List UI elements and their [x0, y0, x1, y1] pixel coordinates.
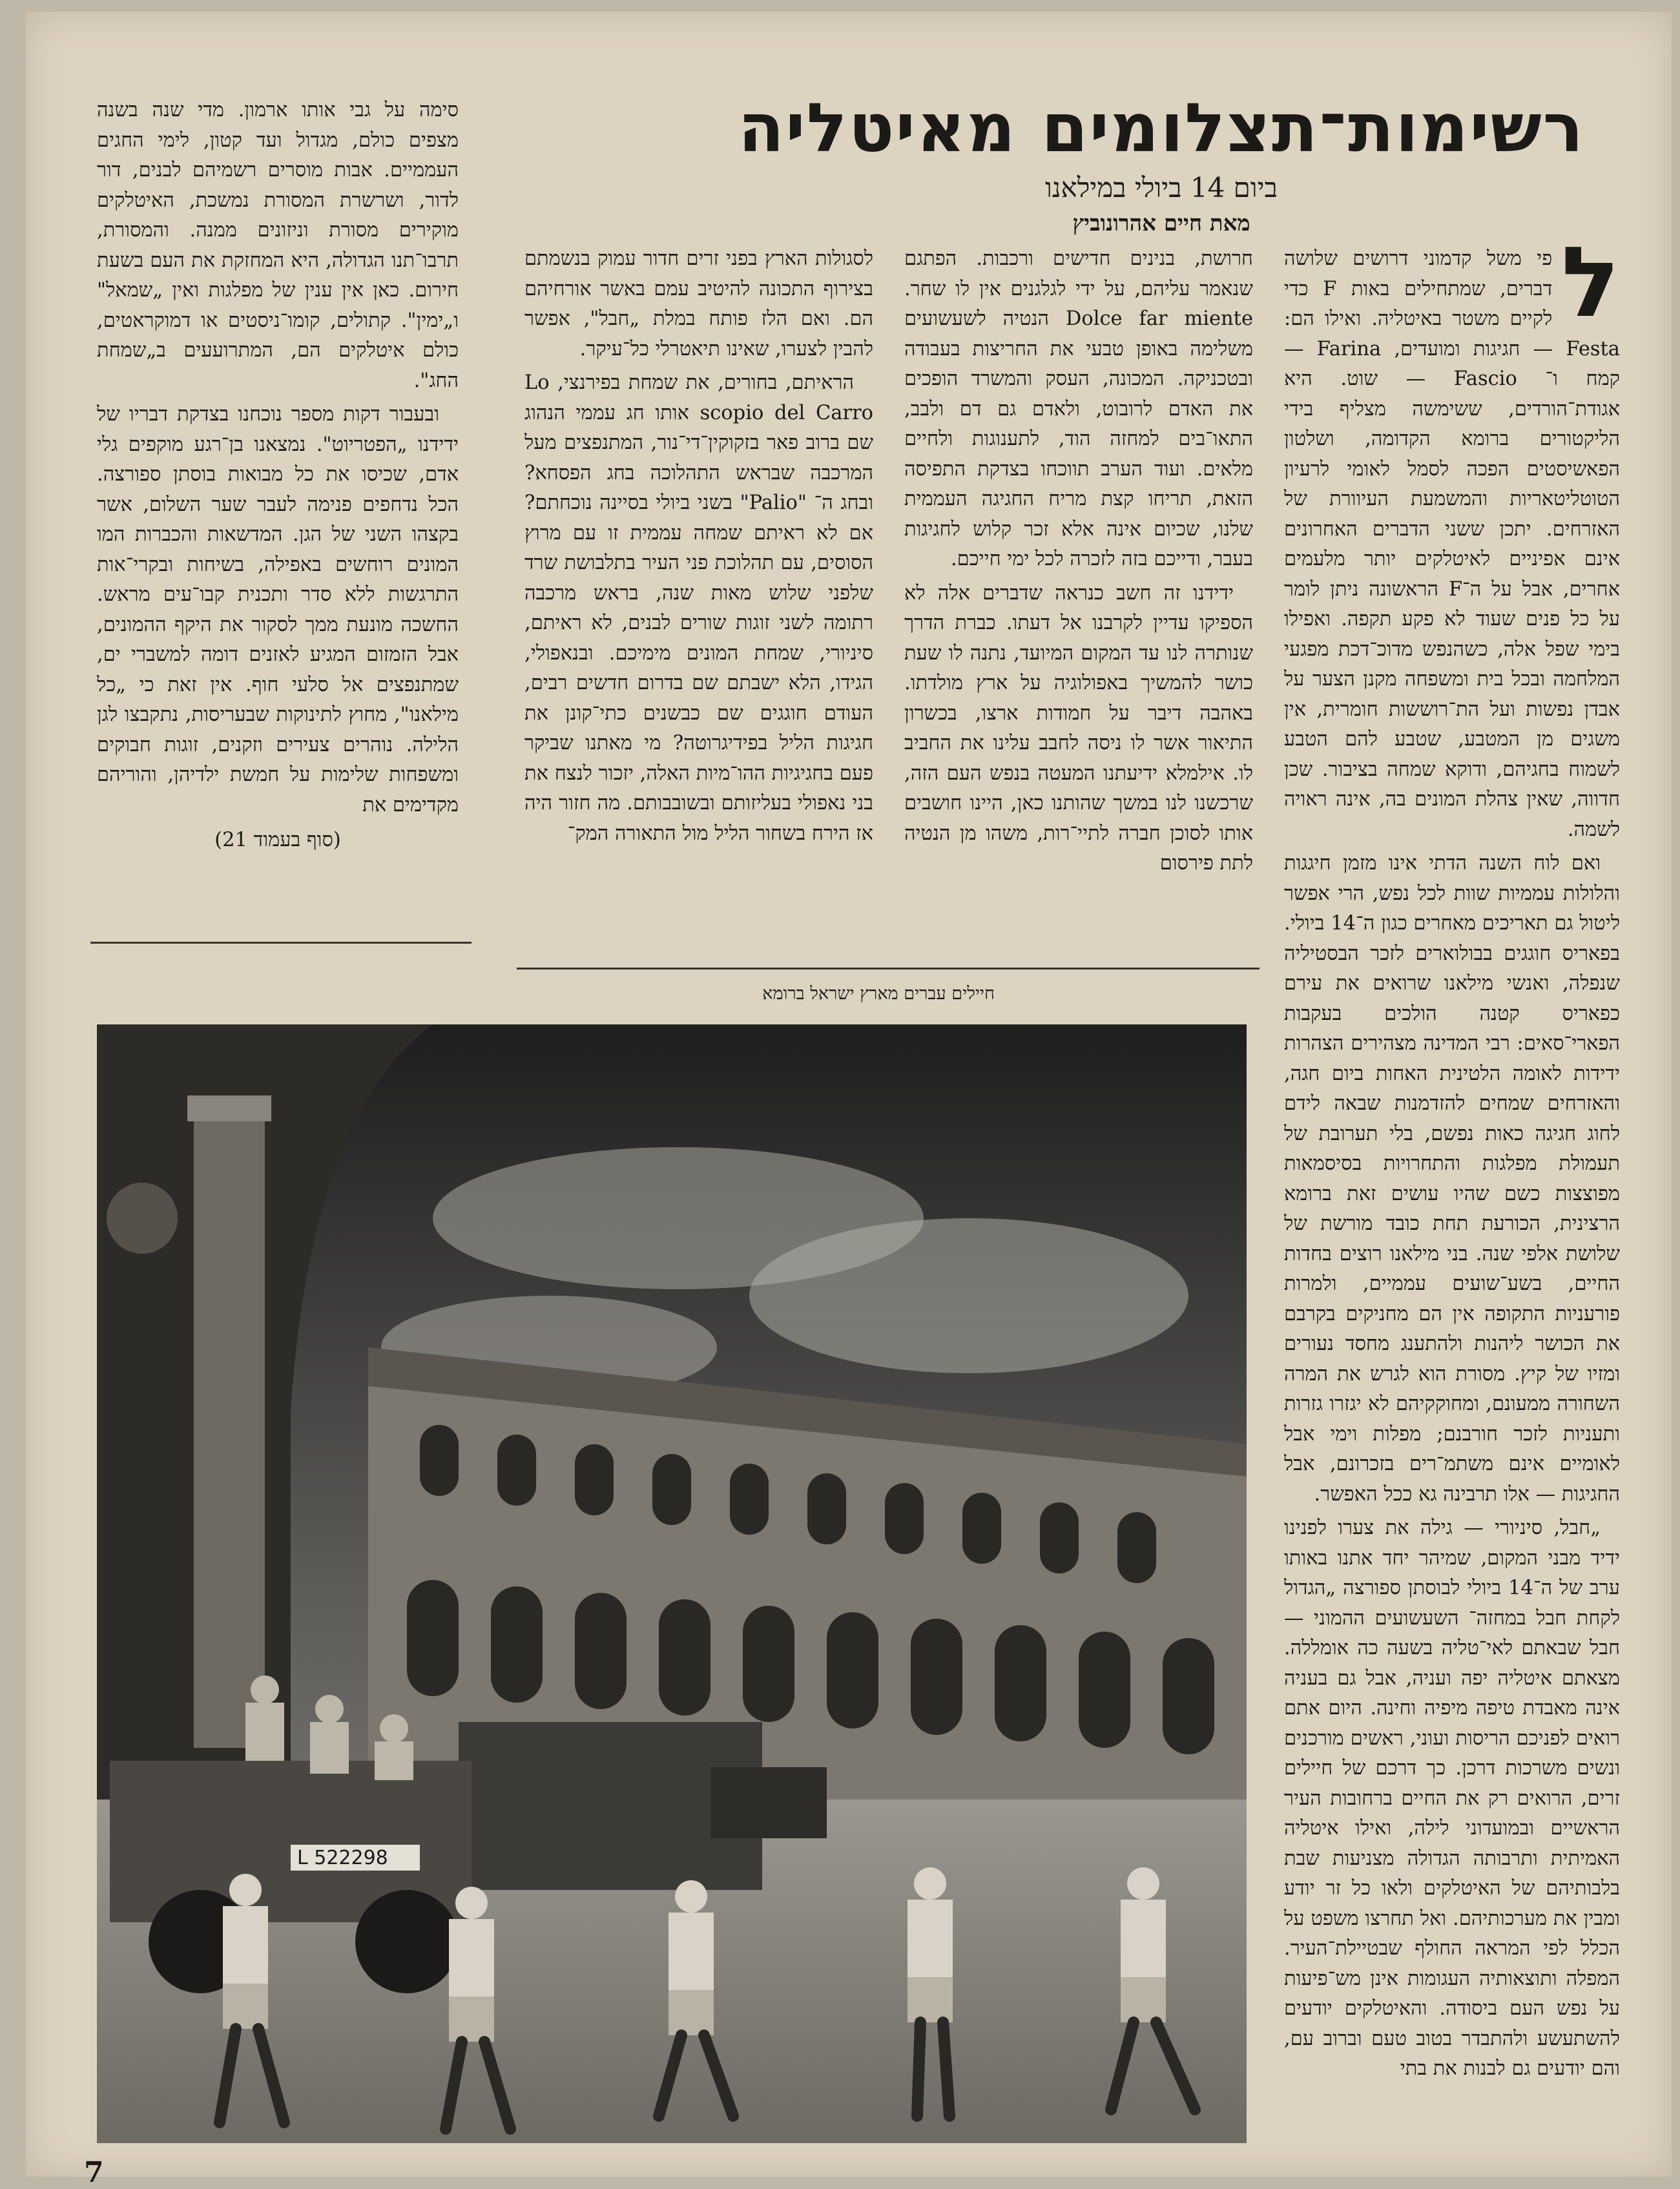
photo-soldiers-colosseum [97, 1024, 1247, 2143]
article-author: מאת חיים אהרונוביץ [1072, 211, 1250, 236]
paragraph: סימה על גבי אותו ארמון. מדי שנה בשנה מצפים כולם, מגדול ועד קטון, לימי החגים העממיים. אבות מוסרים רשמיהם לבנים, דור לדור, ושרשרת המסורת נמשכת, האיטלקים מוקירים מסורת וניזונים ממנה. והמסורת, תרבו־תנו הגדולה, היא המחזקת את העם בשעת חירום. כאן אין ענין של מפלגות ואין „שמאל" ו„ימין". קתולים, קומו־ניסטים או דמוקראטים, כולם איטלקים הם, המתרועעים ב„שמחת החג". [97, 99, 459, 392]
column-center-right [904, 244, 1253, 961]
article-title: רשימות־תצלומים מאיטליה [738, 88, 1585, 167]
colosseum-photo-illustration [97, 1024, 1247, 2143]
paragraph: ל פי משל קדמוני דרושים שלושה דברים, שמתחילים באות F כדי לקיים משטר באיטליה. ואילו הם: Festa — חגיגות ומועדים, Farina — קמח ו־ Fascio — שוט. היא אגודת־הורדים, ששימשה מצליף בידי הליקטורים ברומא הקדומה, ושלטון הפאשיסטים הפכה לסמל לאומי לרעיון הטוטליטאריות והמשמעת העיוורת של האזרחים. יתכן ששני הדברים האחרונים אינם אפיניים לאיטלקים יותר מלעמים אחרים, אבל על ה־F הראשונה ניתן לומר על כל פנים שעוד לא פקע תקפה. ואפילו בימי שפל אלה, כשהנפש מדוכ־דכת מפגעי המלחמה ובכל בית ומשפחה מקנן הצער על אבדן נפשות ועל הת־רוששות חומרית, אין משגים מן המטבע, שטבע להם הטבע לשמוח בחגיהם, ודוקא שמחה בציבור. שכן חדווה, שאין צהלת המונים בה, אינה ראויה לשמה. [1284, 244, 1620, 841]
paragraph: ובעבור דקות מספר נוכחנו בצדקת דבריו של ידידנו „הפטריוט". נמצאנו בן־רגע מוקפים גלי אדם, שכיסו את כל מבואות בוסתן ספורצה. הכל נדחפים פנימה לעבר שער השלום, אשר בקצהו השני של הגן. המדשאות והכברות המו המונים רוחשים באפילה, בשיחות ובקרי־אות התרגשות ללא סדר ותכנית קבו־עים מראש. החשכה מונעת ממך לסקור את היקף ההמונים, אבל הזמזום המגיע לאזנים דומה למשברי ים, שמתנפצים אל סלעי חוף. אין זאת כי „כל מילאנו", מחוץ לתינוקות שבעריסות, נתקבצו לגן הלילה. נוהרים צעירים וזקנים, זוגות חבוקים ומשפחות שלימות על חמשת ילדיהן, והוריהם מקדימים את [97, 403, 459, 816]
paragraph: לסגולות הארץ בפני זרים חדור עמוק בנשמתם בצירוף התכונה להיטיב עמם באשר אורחיהם הם. ואם הלז פותח במלת „חבל", אפשר להבין לצערו, שאינו תיאטרלי כל־עיקר. [524, 247, 873, 360]
paragraph: ידידנו זה חשב כנראה שדברים אלה לא הספיקו עדיין לקרבנו אל דעתו. כברת הדרך שנותרה לנו עד המקום המיועד, נתנה לו שעת כושר להמשיך באפולוגיה על ארץ מולדתו. באהבה דיבר על חמודות ארצו, בכשרון התיאור אשר לו ניסה לחבב עלינו את החביב לו. אילמלא ידיעתנו המעטה בנפש העם הזה, שרכשנו לנו במשך שהותנו כאן, היינו חושבים אותו לסוכן חברה לתיי־רות, משהו מן הנטיה לתת פירסום [904, 581, 1253, 875]
magazine-page [26, 12, 1672, 2189]
photo-top-rule [517, 968, 1260, 970]
column-bottom-rule [90, 942, 472, 944]
article-subtitle: ביום 14 ביולי במילאנו [1045, 172, 1278, 203]
paragraph: ואם לוח השנה הדתי אינו מזמן חיגגות והלולות עממיות שוות לכל נפש, הרי אפשר ליטול גם תאריכים מאחרים כגון ה־14 ביולי. בפאריס חוגגים בבולוארים לזכר הבסטיליה שנפלה, ואנשי מילאנו שרואים את עירם כפאריס קטנה הולכים בעקבות הפארי־סאים: רבי המדינה מצהירים הצהרות ידידות לאומה הלטינית האחות ביום חגה, והאזרחים שמחים להזדמנות שבאה לידם לחוג חגיגה כאות נפשם, בלי תערובת של תעמולת מפלגות והתחרויות בסיסמאות מפוצצות כשם שהיו עושים זאת ברומא הרצינית, הכורעת תחת כובד מורשת של שלושת אלפי שנה. בני מילאנו רוצים בחדות החיים, בשע־שועים עממיים, ולמרות פורעניות התקופה אין הם מחניקים בקרבם את הכושר ליהנות ולהתענג מחסד נעורים ומזיו של קיץ. מסורת הוא לגרש את המרה השחורה ממעונם, ומחוקקיהם לא יגזרו גזרות ותעניות לזכר חורבנם; מפלות וימי אבל לאומיים אינם משתמ־רים בזכרונם, אבל החגיגות — אלו תרבינה גא ככל האפשר. [1284, 852, 1620, 1506]
paragraph: הראיתם, בחורים, את שמחת בפירנצי, Lo scopio del Carro אותו חג עממי הנהוג שם ברוב פאר בזקוקין־די־נור, המתנפצים מעל המרכבה שבראש התהלוכה בחג הפסחא? ובחג ה־ "Palio" בשני ביולי בסיינה נוכחתם? אם לא ראיתם שמחה עממית זו עם מרוץ הסוסים, עם תהלוכת פני העיר בתלבושת שרד שלפני שלוש מאות שנה, בראש מרכבה רתומה לשני זוגות שורים לבנים, לא ראיתם, סיניורי, שמחת המונים מימיכם. ובנאפולי, הגידו, הלא ישבתם שם בדרום חדשים רבים, העודם חוגגים שם כבשנים כתי־קונן את חגיגות הליל בפידיגרוטה? מי מאתנו שביקר פעם בחגיגיות ההו־מיות האלה, יזכור לנצח את בני נאפולי בעליזותם ובשובבותם. מה חזור היה אז הירח בשחור הליל מול התאורה המק־ [524, 371, 873, 845]
photo-caption: חיילים עברים מארץ ישראל ברומא [762, 984, 995, 1004]
paragraph: „חבל, סיניורי — גילה את צערו לפנינו ידיד מבני המקום, שמיהר יחד אתנו באותו ערב של ה־14 ביולי לבוסתן ספורצה „הגדול לקחת חבל במחזה־ השעשועים ההמוני — חבל שבאתם לאי־טליה בשעה כה אומללה. מצאתם איטליה יפה ועניה, אבל גם בעניה אינה מאבדת טיפה מיפיה וחינה. היום אתם רואים לפניכם הריסות ועוני, ראשים מורכנים ונשים משרכות דרכן. כך דרכם של חיילים זרים, הרואים רק את החיים ברחובות העיר הראשיים ובמועדוני לילה, ואילו איטליה האמיתית ותרבותה הגדולה מצניעות שבת בלבותיהם של האיטלקים ולאו כל זר יודע ומבין את מערכותיהם. ואל תחרצו משפט על הכלל לפי המראה החולף שבטיילת־העיר. המפלה ותוצאותיה העגומות אינן מש־פיעות על נפש העם ביסודה. והאיטלקים יודעים להשתעשע ולהתבדר בטוב טעם וברוב עם, והם יודעים גם לבנות את בתי [1284, 1517, 1620, 2080]
column-right [1284, 244, 1620, 2175]
column-left [97, 96, 459, 935]
continuation-note: (סוף בעמוד 21) [214, 829, 341, 851]
drop-cap: ל [1561, 244, 1620, 339]
column-center-left [524, 244, 873, 961]
paragraph: חרושת, בנינים חדישים ורכבות. הפתגם שנאמר עליהם, על ידי לגלגנים אין לו שחר. Dolce far miente הנטיה לשעשועים משלימה באופן טבעי את החריצות בעבודה ובטכניקה. המכונה, העסק והמשרד הופכים את האדם לרובוט, ולאדם גם דם ולבב, התאו־בים למחזה הוד, לתענוגות ולחיים מלאים. ועוד הערב תווכחו בצדקת התפיסה הזאת, תריחו קצת מריח החגיגה העממית שלנו, שכיום אינה אלא זכר קלוש לחגיגות בעבר, ודייכם בזה לזכרה לכל ימי חייכם. [904, 247, 1253, 570]
page-number: 7 [84, 2156, 104, 2189]
truck-plate: L 522298 [297, 1847, 388, 1869]
